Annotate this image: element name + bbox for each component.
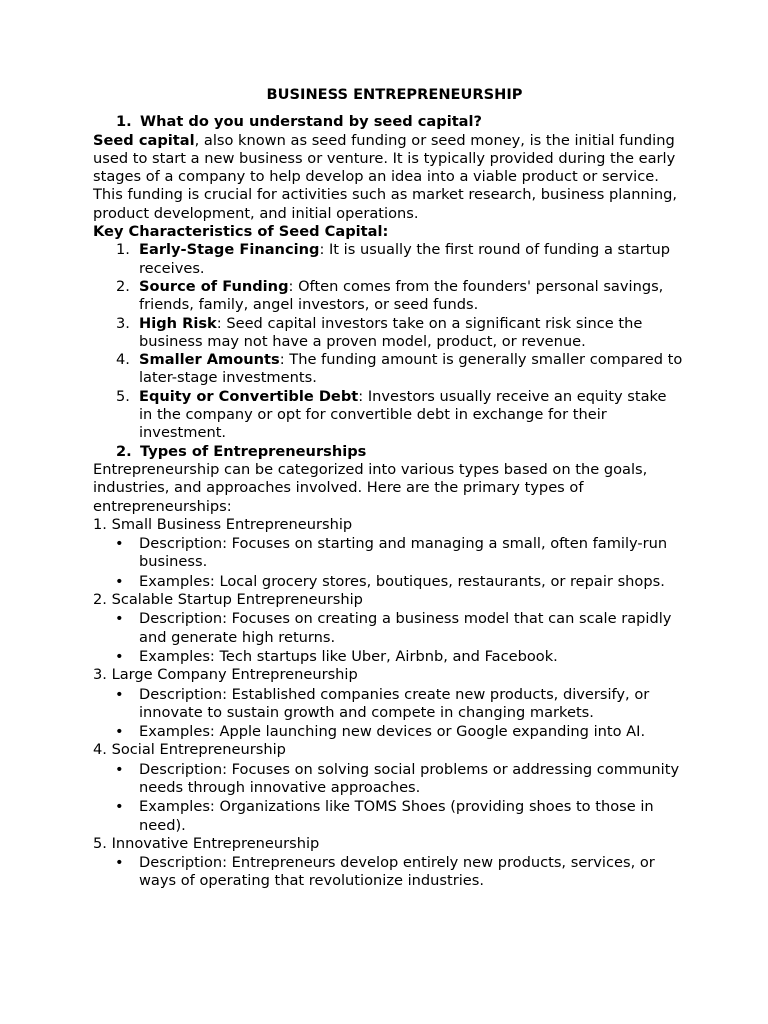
bullet-text: Description: Focuses on creating a business model that can scale rapidly and generate high returns. <box>139 610 672 646</box>
bullet-icon: • <box>115 760 124 778</box>
list-item <box>93 573 683 591</box>
characteristic-item <box>93 315 683 352</box>
characteristic-item <box>93 351 683 388</box>
list-item <box>93 723 683 741</box>
bullet-text: Examples: Local grocery stores, boutiques, restaurants, or repair shops. <box>139 572 665 590</box>
characteristic-description: : Seed capital investors take on a significant risk since the business may not have a proven model, product, or revenue. <box>139 314 643 350</box>
seed-capital-term: Seed capital <box>93 131 195 149</box>
characteristic-term: High Risk <box>139 314 217 332</box>
bullet-text: Description: Focuses on starting and managing a small, often family-run business. <box>139 535 668 571</box>
question-2-text: Types of Entrepreneurships <box>140 442 367 460</box>
list-item <box>93 854 683 891</box>
list-number: 3. <box>116 314 130 332</box>
question-1-text: What do you understand by seed capital? <box>140 113 482 131</box>
type-section <box>93 835 683 891</box>
type-heading: 2. Scalable Startup Entrepreneurship <box>93 591 363 609</box>
list-item <box>93 648 683 666</box>
characteristic-term: Source of Funding <box>139 277 289 295</box>
bullet-icon: • <box>115 572 124 590</box>
bullet-text: Examples: Apple launching new devices or Google expanding into AI. <box>139 723 646 741</box>
bullet-icon: • <box>115 535 124 553</box>
list-item <box>93 610 683 647</box>
list-number: 4. <box>116 351 130 369</box>
question-2-heading <box>93 443 683 461</box>
list-item <box>93 761 683 798</box>
characteristic-term: Equity or Convertible Debt <box>139 387 359 405</box>
bullet-icon: • <box>115 610 124 628</box>
list-number: 1. <box>116 241 130 259</box>
type-section <box>93 741 683 834</box>
bullet-icon: • <box>115 647 124 665</box>
bullet-text: Examples: Organizations like TOMS Shoes (providing shoes to those in need). <box>139 798 654 834</box>
seed-capital-description: , also known as seed funding or seed money, is the initial funding used to start a new business or venture. It is typically provided during the early stages of a company to help develop an idea into a viable product or service. This funding is crucial for activities such as market research, business planning, product development, and initial operations. <box>93 131 677 222</box>
type-bullets <box>93 535 683 591</box>
type-bullets <box>93 686 683 742</box>
characteristics-list <box>93 241 683 442</box>
question-1-number: 1. <box>116 113 132 131</box>
document-title: BUSINESS ENTREPRENEURSHIP <box>266 86 523 103</box>
document-page <box>93 86 683 891</box>
characteristic-item <box>93 388 683 443</box>
bullet-text: Examples: Tech startups like Uber, Airbnb, and Facebook. <box>139 647 558 665</box>
list-number: 2. <box>116 277 130 295</box>
characteristic-item <box>93 278 683 315</box>
question-1-heading <box>93 113 683 131</box>
characteristic-item <box>93 241 683 278</box>
type-heading: 5. Innovative Entrepreneurship <box>93 834 320 852</box>
list-item <box>93 686 683 723</box>
bullet-text: Description: Entrepreneurs develop entirely new products, services, or ways of operating that revolutionize industries. <box>139 854 655 890</box>
bullet-icon: • <box>115 854 124 872</box>
type-section <box>93 591 683 666</box>
characteristic-description: : It is usually the first round of funding a startup receives. <box>139 241 671 277</box>
characteristic-description: : Often comes from the founders' personal savings, friends, family, angel investors, or seed funds. <box>139 277 664 314</box>
type-heading: 1. Small Business Entrepreneurship <box>93 515 353 533</box>
bullet-text: Description: Established companies create new products, diversify, or innovate to sustain growth and compete in changing markets. <box>139 685 650 721</box>
types-intro: Entrepreneurship can be categorized into various types based on the goals, industries, and approaches involved. Here are the primary types of entrepreneurships: <box>93 460 648 515</box>
type-section <box>93 516 683 591</box>
type-bullets <box>93 854 683 891</box>
type-bullets <box>93 610 683 666</box>
characteristic-description: : Investors usually receive an equity stake in the company or opt for convertible debt in exchange for their investment. <box>139 387 667 442</box>
type-section <box>93 666 683 741</box>
question-2-number: 2. <box>116 442 132 460</box>
type-heading: 3. Large Company Entrepreneurship <box>93 666 358 684</box>
characteristic-term: Smaller Amounts <box>139 351 280 369</box>
bullet-icon: • <box>115 723 124 741</box>
seed-capital-definition <box>93 132 683 223</box>
type-bullets <box>93 761 683 835</box>
bullet-icon: • <box>115 685 124 703</box>
list-number: 5. <box>116 387 130 405</box>
characteristic-term: Early-Stage Financing <box>139 241 320 259</box>
list-item <box>93 798 683 835</box>
type-heading: 4. Social Entrepreneurship <box>93 741 286 759</box>
bullet-text: Description: Focuses on solving social problems or addressing community needs through innovative approaches. <box>139 760 680 796</box>
list-item <box>93 535 683 572</box>
key-characteristics-heading: Key Characteristics of Seed Capital: <box>93 223 389 241</box>
bullet-icon: • <box>115 798 124 816</box>
characteristic-description: : The funding amount is generally smaller compared to later-stage investments. <box>139 351 683 387</box>
